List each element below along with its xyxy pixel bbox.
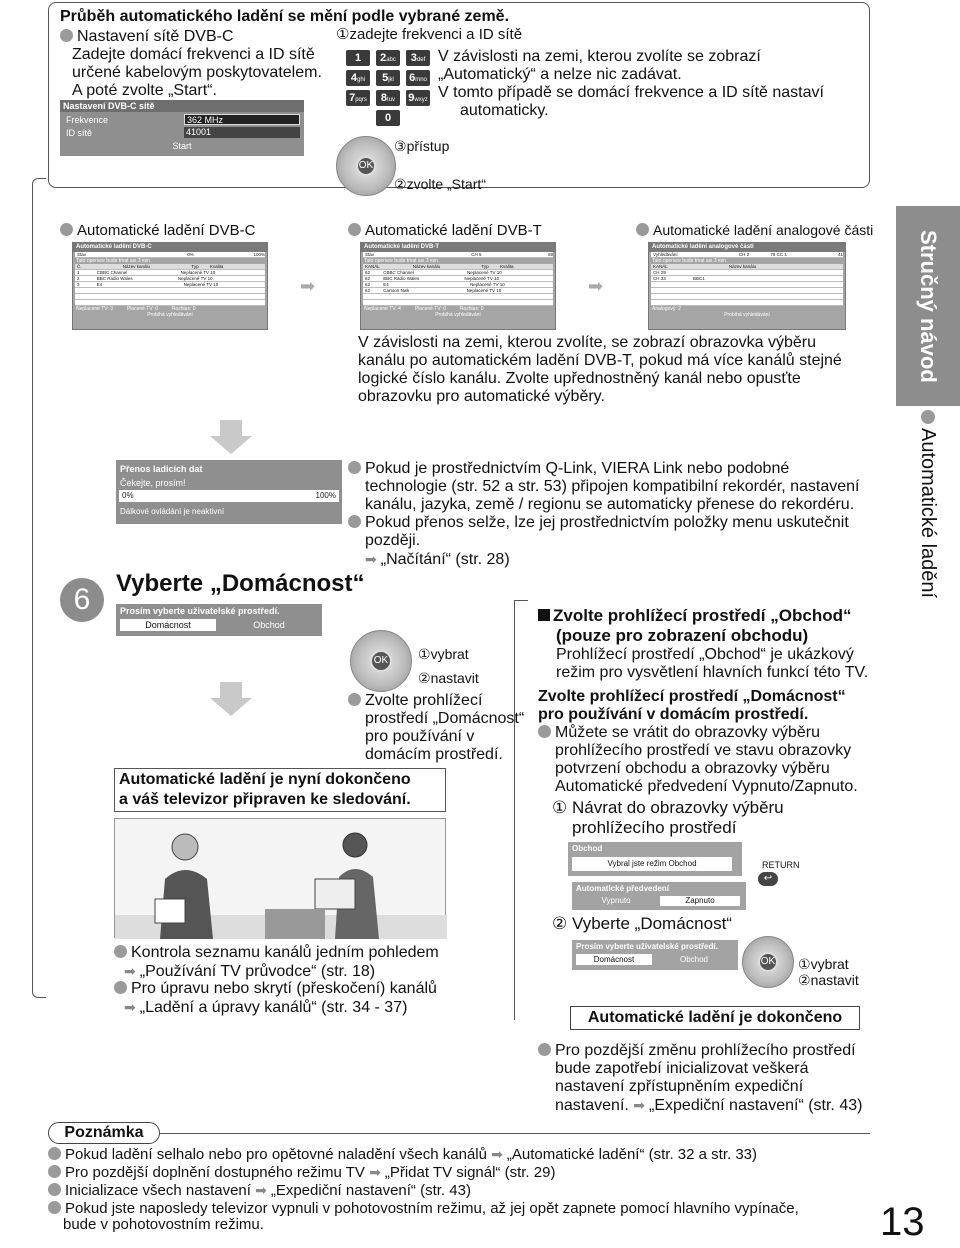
- dvbt-note-3: logické číslo kanálu. Zvolte upřednostněný kanál nebo opusťte: [358, 370, 801, 387]
- return-button[interactable]: ↩: [758, 872, 778, 886]
- env-title: Prosím vyberte uživatelské prostředí.: [120, 606, 280, 616]
- transfer-progress: 0% 100%: [119, 490, 339, 502]
- shop-title: Zvolte prohlížecí prostředí „Obchod“: [538, 606, 851, 626]
- return-label: RETURN: [762, 860, 800, 870]
- key-2[interactable]: 2abc: [376, 50, 400, 66]
- home-button-2[interactable]: Domácnost: [576, 954, 652, 965]
- home-env-heading: Zvolte prohlížecí prostředí „Domácnost“: [538, 688, 846, 705]
- home-button[interactable]: Domácnost: [120, 619, 216, 631]
- later-line-2: bude zapotřebí inicializovat veškerá: [555, 1060, 809, 1077]
- ok-button-3[interactable]: OK: [758, 952, 778, 972]
- step2-label: ②zvolte „Start“: [394, 176, 486, 192]
- left-bracket: [32, 178, 46, 998]
- qlink-line-3: kanálu, jazyka, země / regionu se automaticky přenese do rekordéru.: [365, 496, 855, 513]
- return-note-4: Automatické předvedení Vypnuto/Zapnuto.: [555, 778, 858, 795]
- auto-demo-screen: Automatické předvedení Vypnuto Zapnuto: [572, 882, 746, 910]
- select-label: ①vybrat: [418, 646, 469, 662]
- transfer-fail-note: Pokud přenos selže, lze jej prostřednictvím položky menu uskutečnit: [348, 514, 849, 532]
- arrow-right-icon: ➡: [300, 276, 316, 296]
- transfer-wait: Čekejte, prosím!: [120, 478, 186, 488]
- set-label-2: ②nastavit: [798, 972, 859, 988]
- key-7[interactable]: 7pqrs: [346, 90, 370, 106]
- shop-desc-1: Prohlížecí prostředí „Obchod“ je ukázkový: [556, 646, 854, 663]
- dvbc-line-1: Zadejte domácí frekvenci a ID sítě: [72, 46, 315, 63]
- key-9[interactable]: 9wxyz: [406, 90, 430, 106]
- id-label: ID sítě: [66, 128, 93, 138]
- transfer-panel: [116, 460, 342, 524]
- note-title: Poznámka: [48, 1122, 160, 1144]
- ok-button[interactable]: OK: [356, 156, 376, 176]
- key-5[interactable]: 5jkl: [376, 70, 400, 86]
- edit-channels-note: Pro úpravu nebo skrytí (přeskočení) kanálů: [114, 980, 437, 998]
- home-env-line-3: pro používání v: [365, 728, 475, 745]
- side-section-label: Automatické ladění: [918, 410, 938, 610]
- env-select-panel: [116, 604, 322, 636]
- return-note-3: potvrzení obchodu a obrazovky výběru: [555, 760, 830, 777]
- dvbt-screen: Automatické ladění DVB-T Stav CH 5 69 Tato operace bude trvat asi 3 min. KANÁL Název kanálu Typ Kvalita 62 CBBC Channel Neplacené TV 10 62 BBC Radio Wales Neplacené TV 10 62 E4 Neplacené TV 10 62 Cartoon Nwk Neplacené TV 10 Neplacené TV: 4 Placené TV: 0 Rozhlas: 0 Probíhá vyhledávání: [360, 242, 556, 330]
- step1-label: ①zadejte frekvenci a ID sítě: [336, 26, 523, 43]
- demo-off[interactable]: Vypnuto: [601, 896, 631, 905]
- ok-button-2[interactable]: OK: [370, 650, 392, 672]
- key-1[interactable]: 1: [346, 50, 370, 66]
- dvbc-line-3: A poté zvolte „Start“.: [72, 82, 217, 99]
- step1-note-1: V závislosti na zemi, kterou zvolíte se zobrazí: [438, 48, 761, 65]
- set-label: ②nastavit: [418, 670, 479, 686]
- note-3: Inicializace všech nastavení ➡ „Expediční nastavení“ (str. 43): [48, 1182, 471, 1199]
- later-line-4: nastavení. ➡ „Expediční nastavení“ (str. 43): [555, 1097, 863, 1114]
- home-env-line-2: prostředí „Domácnost“: [365, 710, 525, 727]
- edit-channels-link[interactable]: ➡ „Ladění a úpravy kanálů“ (str. 34 - 37): [124, 999, 408, 1016]
- freq-label: Frekvence: [66, 115, 109, 125]
- dvbt-note-2: kanálu po automatickém ladění DVB-T, pokud má více kanálů stejné: [358, 352, 842, 369]
- analog-heading: Automatické ladění analogové části: [636, 222, 873, 238]
- arrow-right-icon: ➡: [588, 276, 604, 296]
- later-note: Pro pozdější změnu prohlížecího prostředí: [538, 1042, 856, 1060]
- shop-button[interactable]: Obchod: [253, 620, 285, 630]
- dvbt-note-1: V závislosti na zemi, kterou zvolíte, se zobrazí obrazovka výběru: [358, 334, 816, 351]
- step-return-2: prohlížecího prostředí: [572, 818, 737, 837]
- dvbc-net-heading: Nastavení sítě DVB-C: [60, 28, 234, 46]
- note-2: Pro pozdější doplnění dostupného režimu TV ➡ „Přidat TV signál“ (str. 29): [48, 1164, 555, 1181]
- quick-guide-label: Stručný návod: [916, 229, 941, 383]
- people-illustration: [114, 818, 446, 938]
- qlink-line-2: technologie (str. 52 a str. 53) připojen kompatibilní rekordér, nastavení: [365, 478, 860, 495]
- env-select-screen-2: Prosím vyberte uživatelské prostředí. Domácnost Obchod: [572, 940, 738, 970]
- bullet-icon: [60, 29, 73, 42]
- step-6-badge: 6: [60, 578, 104, 622]
- later-line-3: nastavení zpřístupněním expediční: [555, 1078, 804, 1095]
- key-4[interactable]: 4ghi: [346, 70, 370, 86]
- note-4-line-2: bude v pohotovostním režimu.: [63, 1216, 264, 1233]
- id-input[interactable]: 41001: [184, 127, 300, 138]
- key-3[interactable]: 3def: [406, 50, 430, 66]
- dvbt-heading: Automatické ladění DVB-T: [348, 222, 542, 239]
- demo-on[interactable]: Zapnuto: [660, 896, 740, 906]
- dvbc-line-2: určené kabelovým poskytovatelem.: [72, 64, 322, 81]
- numeric-keypad: [346, 48, 436, 128]
- home-env-note: Zvolte prohlížecí: [348, 692, 482, 710]
- home-env-heading-2: pro používání v domácím prostředí.: [538, 706, 809, 723]
- tuning-done-box: Automatické ladění je dokončeno: [570, 1006, 860, 1030]
- note-4: Pokud jste naposledy televizor vypnuli v pohotovostním režimu, až jej opět zapnete pomocí hlavního vypínače,: [48, 1200, 799, 1217]
- loading-link[interactable]: ➡ „Načítání“ (str. 28): [365, 551, 510, 568]
- dvbt-note-4: obrazovku pro automatické výběry.: [358, 388, 605, 405]
- down-arrow-icon: [220, 682, 242, 698]
- network-panel-title: Nastavení DVB-C sítě: [60, 100, 304, 112]
- transfer-title: Přenos ladicích dat: [120, 464, 203, 474]
- remote-inactive: Dálkové ovládání je neaktivní: [120, 507, 225, 516]
- dvbc-screen: Automatické ladění DVB-C Stav 0% 100% Tato operace bude trvat asi 3 min. Č. Název kanálu Typ Kvalita 1 CBBC Channel Neplacené TV 10 2 BBC Radio Wales Neplacené TV 10 3 E4 Neplacené TV 10 Neplacené TV: 3 Placené TV: 0 Rozhlas: 0 Probíhá vyhledávání: [72, 242, 268, 330]
- analog-screen: Automatické ladění analogové části Vyhledávání CH 2 78 CC 1 41 Tato operace bude trvat asi 3 min. KANÁL Název kanálu CH 29 CH 33 BBC1 Analogový: 2 Probíhá vyhledávání: [648, 242, 846, 330]
- shipping-settings-link[interactable]: „Expediční nastavení“ (str. 43): [649, 1097, 863, 1114]
- qlink-note: Pokud je prostřednictvím Q-Link, VIERA Link nebo podobné: [348, 460, 789, 478]
- shop-bracket: [514, 600, 528, 1020]
- home-env-line-4: domácím prostředí.: [365, 746, 503, 763]
- start-button[interactable]: Start: [172, 141, 192, 151]
- down-arrow-icon: [220, 420, 242, 436]
- transfer-fail-line-2: později.: [365, 532, 421, 549]
- key-0[interactable]: 0: [376, 110, 400, 126]
- shop-subtitle: (pouze pro zobrazení obchodu): [556, 626, 809, 645]
- network-settings-panel: [60, 100, 304, 156]
- page-number: 13: [880, 1200, 925, 1244]
- note-divider: [160, 1133, 870, 1134]
- step6-title: Vyberte „Domácnost“: [116, 570, 365, 597]
- key-6[interactable]: 6mno: [406, 70, 430, 86]
- step3-label: ③přístup: [394, 138, 450, 154]
- page-title: Průběh automatického ladění se mění podle vybrané země.: [60, 8, 510, 25]
- note-1: Pokud ladění selhalo nebo pro opětovné naladění všech kanálů ➡ „Automatické ladění“ (str. 32 a str. 33): [48, 1146, 757, 1163]
- freq-input[interactable]: 362 MHz: [184, 114, 300, 125]
- shop-confirm-screen: Obchod Vybral jste režim Obchod: [568, 842, 742, 876]
- tv-guide-note: Kontrola seznamu kanálů jedním pohledem: [114, 944, 439, 962]
- step1-note-4: automaticky.: [460, 102, 549, 119]
- return-note: Můžete se vrátit do obrazovky výběru: [538, 724, 820, 742]
- select-label-2: ①vybrat: [798, 956, 849, 972]
- shop-button-2[interactable]: Obchod: [679, 955, 709, 964]
- step1-note-2: „Automatický“ a nelze nic zadávat.: [438, 66, 682, 83]
- tuning-complete-box: Automatické ladění je nyní dokončeno a váš televizor připraven ke sledování.: [114, 768, 446, 812]
- key-8[interactable]: 8tuv: [376, 90, 400, 106]
- dvbc-heading: Automatické ladění DVB-C: [60, 222, 255, 239]
- return-note-2: prohlížecího prostředí ve stavu obrazovky: [555, 742, 852, 759]
- step-return: ① Návrat do obrazovky výběru: [552, 798, 784, 817]
- step1-note-3: V tomto případě se domácí frekvence a ID sítě nastaví: [438, 84, 824, 101]
- step-select-home: ② Vyberte „Domácnost“: [552, 914, 732, 933]
- shop-desc-2: režim pro vysvětlení hlavních funkcí této TV.: [556, 664, 869, 681]
- tv-guide-link[interactable]: ➡ „Používání TV průvodce“ (str. 18): [124, 963, 376, 980]
